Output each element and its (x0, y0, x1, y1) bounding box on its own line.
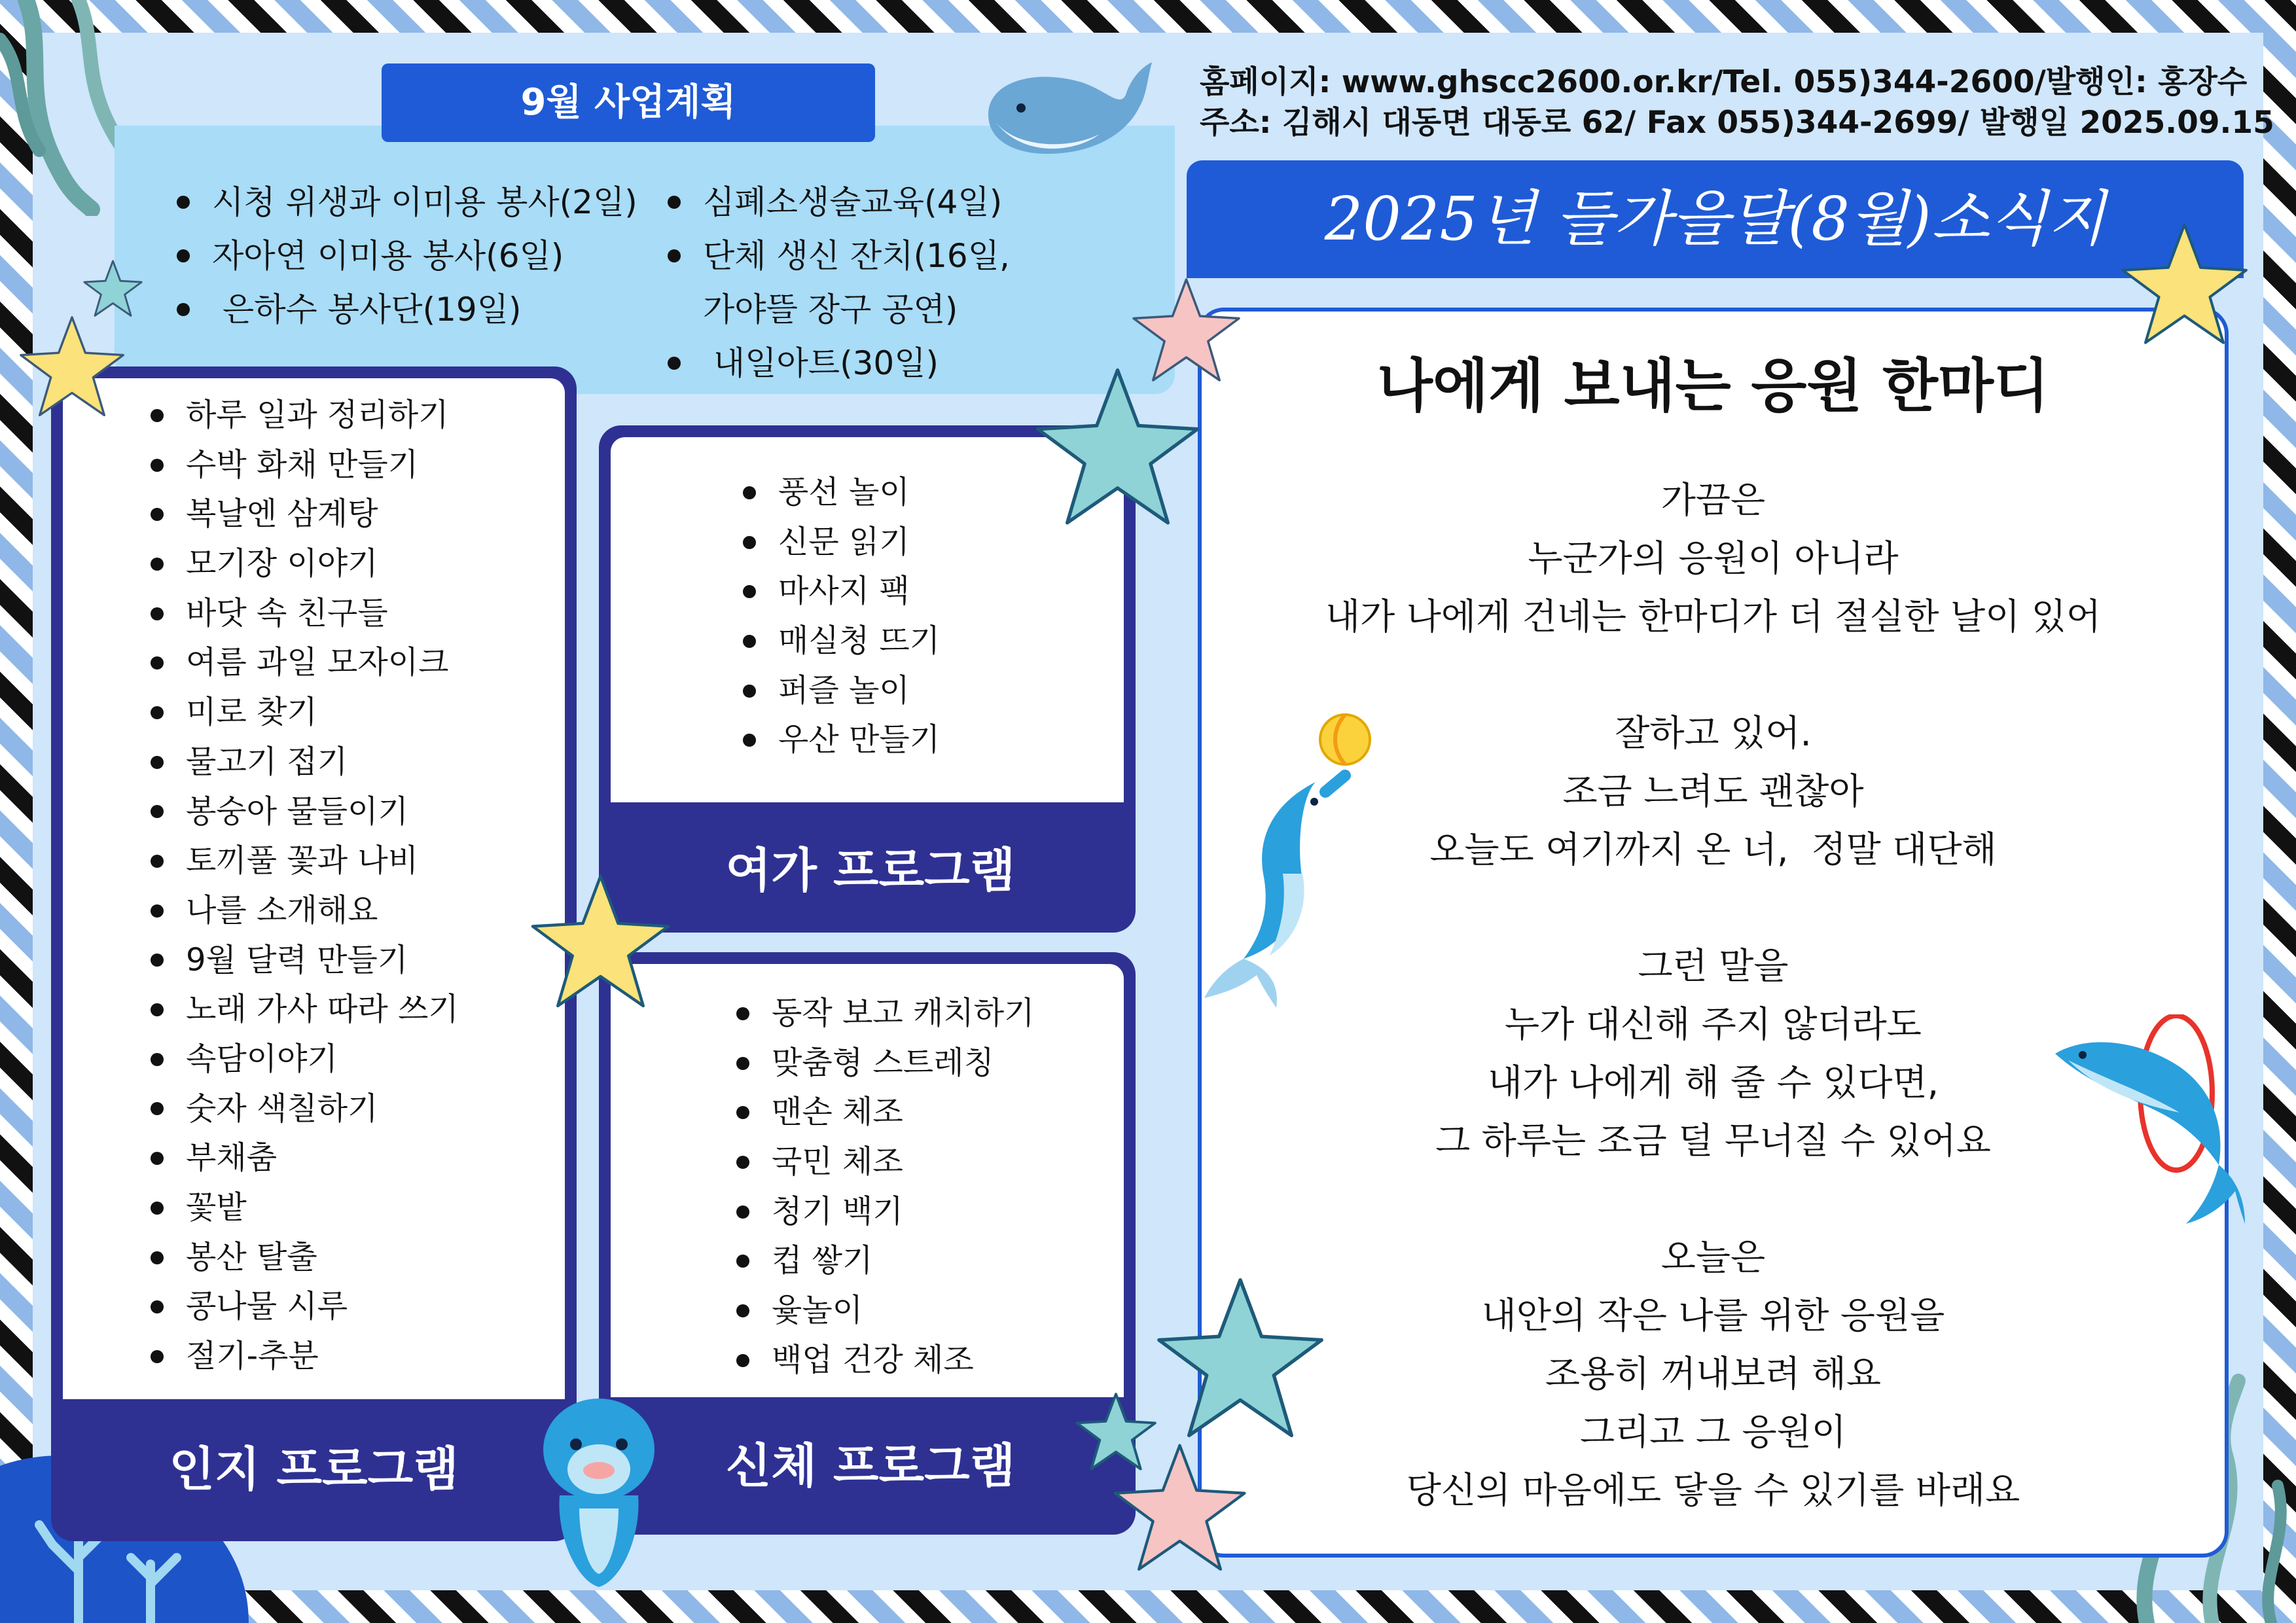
list-item: 마사지 팩 (743, 567, 940, 616)
cheer-line: 오늘도 여기까지 온 너, 정말 대단해 (1429, 829, 1997, 870)
list-item: 복날엔 삼계탕 (151, 490, 459, 539)
cheer-line: 그런 말을 (1638, 945, 1789, 987)
list-item: 청기 백기 (736, 1187, 1034, 1237)
cheer-line: 잘하고 있어. (1615, 712, 1812, 754)
list-item: 여름 과일 모자이크 (151, 638, 459, 688)
starfish-icon (2117, 219, 2251, 353)
list-item: 미로 찾기 (151, 688, 459, 738)
list-item: 맞춤형 스트레칭 (736, 1039, 1034, 1088)
plan-title: 9월 사업계획 (382, 63, 875, 142)
list-item: 봉숭아 물들이기 (151, 787, 459, 837)
list-item: 노래 가사 따라 쓰기 (151, 985, 459, 1035)
cheer-line: 내안의 작은 나를 위한 응원을 (1481, 1294, 1945, 1336)
cheer-line: 그리고 그 응원이 (1580, 1411, 1846, 1453)
starfish-icon (1031, 363, 1204, 537)
list-item: 물고기 접기 (151, 738, 459, 787)
cheer-line: 내가 나에게 해 줄 수 있다면, (1487, 1061, 1939, 1103)
leisure-list (743, 468, 940, 765)
list-item: 퍼즐 놀이 (743, 666, 940, 716)
cheer-line: 그 하루는 조금 덜 무너질 수 있어요 (1435, 1120, 1991, 1162)
cheer-line: 오늘은 (1660, 1236, 1766, 1278)
list-item: 나를 소개해요 (151, 886, 459, 936)
list-item: 하루 일과 정리하기 (151, 391, 459, 440)
cheer-line: 내가 나에게 건네는 한마디가 더 절실한 날이 있어 (1325, 596, 2101, 637)
list-item: 심폐소생술교육(4일) (668, 175, 1010, 229)
beach-ball-icon (1320, 715, 1370, 764)
starfish-icon (1109, 1440, 1250, 1580)
list-item: 수박 화채 만들기 (151, 440, 459, 490)
cognitive-title: 인지 프로그램 (169, 1442, 459, 1497)
list-item-continuation: 가야뜰 장구 공연) (703, 291, 958, 329)
list-item: 국민 체조 (736, 1137, 1034, 1187)
list-item: 신문 읽기 (743, 518, 940, 567)
physical-title: 신체 프로그램 (725, 1438, 1016, 1493)
list-item: 봉산 탈출 (151, 1233, 459, 1283)
list-item: 컵 쌓기 (736, 1236, 1034, 1286)
cheer-line: 조금 느려도 괜찮아 (1562, 770, 1864, 812)
dolphin-icon (530, 1397, 668, 1594)
starfish-icon (1152, 1273, 1329, 1450)
cheer-line: 누군가의 응원이 아니라 (1528, 537, 1899, 579)
list-item: 9월 달력 만들기 (151, 936, 459, 986)
list-item: 백업 건강 체조 (736, 1336, 1034, 1385)
list-item: 꽃밭 (151, 1183, 459, 1233)
cheer-line: 가끔은 (1660, 479, 1766, 521)
list-item: 매실청 뜨기 (743, 616, 940, 666)
homepage-line: 홈페이지: www.ghscc2600.or.kr/Tel. 055)344-2600/발행인: 홍장수 (1200, 64, 2248, 100)
starfish-icon (527, 870, 674, 1018)
list-item: 숫자 색칠하기 (151, 1084, 459, 1134)
list-item: 토끼풀 꽃과 나비 (151, 836, 459, 886)
list-item: 절기-추분 (151, 1332, 459, 1382)
list-item: 동작 보고 캐치하기 (736, 989, 1034, 1039)
starfish-icon (82, 259, 144, 321)
list-item: 맨손 체조 (736, 1088, 1034, 1137)
cheer-line: 누가 대신해 주지 않더라도 (1505, 1003, 1922, 1045)
physical-list (736, 989, 1034, 1385)
whale-icon (975, 56, 1158, 167)
plan-right-list-wrap (668, 175, 1010, 390)
list-item: 풍선 놀이 (743, 468, 940, 518)
newsletter-title: 2025년 들가을달(8월)소식지 (1187, 160, 2244, 278)
starfish-icon (16, 313, 128, 424)
cheer-line: 당신의 마음에도 닿을 수 있기를 바래요 (1406, 1469, 2020, 1511)
list-item: 은하수 봉사단(19일) (177, 283, 637, 336)
list-item: 우산 만들기 (743, 715, 940, 765)
dolphin-icon (1204, 710, 1374, 1011)
cheer-line: 조용히 꺼내보려 해요 (1545, 1353, 1882, 1395)
list-item: 자아연 이미용 봉사(6일) (177, 229, 637, 283)
address-line: 주소: 김해시 대동면 대동로 62/ Fax 055)344-2699/ 발행일 2025.09.15 (1200, 105, 2274, 141)
list-item: 부채춤 (151, 1133, 459, 1183)
list-item: 콩나물 시루 (151, 1282, 459, 1332)
dolphin-icon (2049, 1014, 2245, 1230)
cheer-line (1198, 646, 2229, 704)
plan-left-list (177, 175, 637, 336)
list-item: 내일아트(30일) (668, 336, 1010, 390)
cheer-title: 나에게 보내는 응원 한마디 (1377, 352, 2049, 419)
list-item: 단체 생신 잔치(16일, (668, 229, 1010, 283)
list-item: 윷놀이 (736, 1286, 1034, 1336)
list-item: 시청 위생과 이미용 봉사(2일) (177, 175, 637, 229)
cognitive-list (151, 391, 459, 1382)
leisure-title: 여가 프로그램 (725, 843, 1016, 898)
list-item: 속담이야기 (151, 1035, 459, 1084)
list-item: 바닷 속 친구들 (151, 589, 459, 639)
list-item: 모기장 이야기 (151, 539, 459, 589)
